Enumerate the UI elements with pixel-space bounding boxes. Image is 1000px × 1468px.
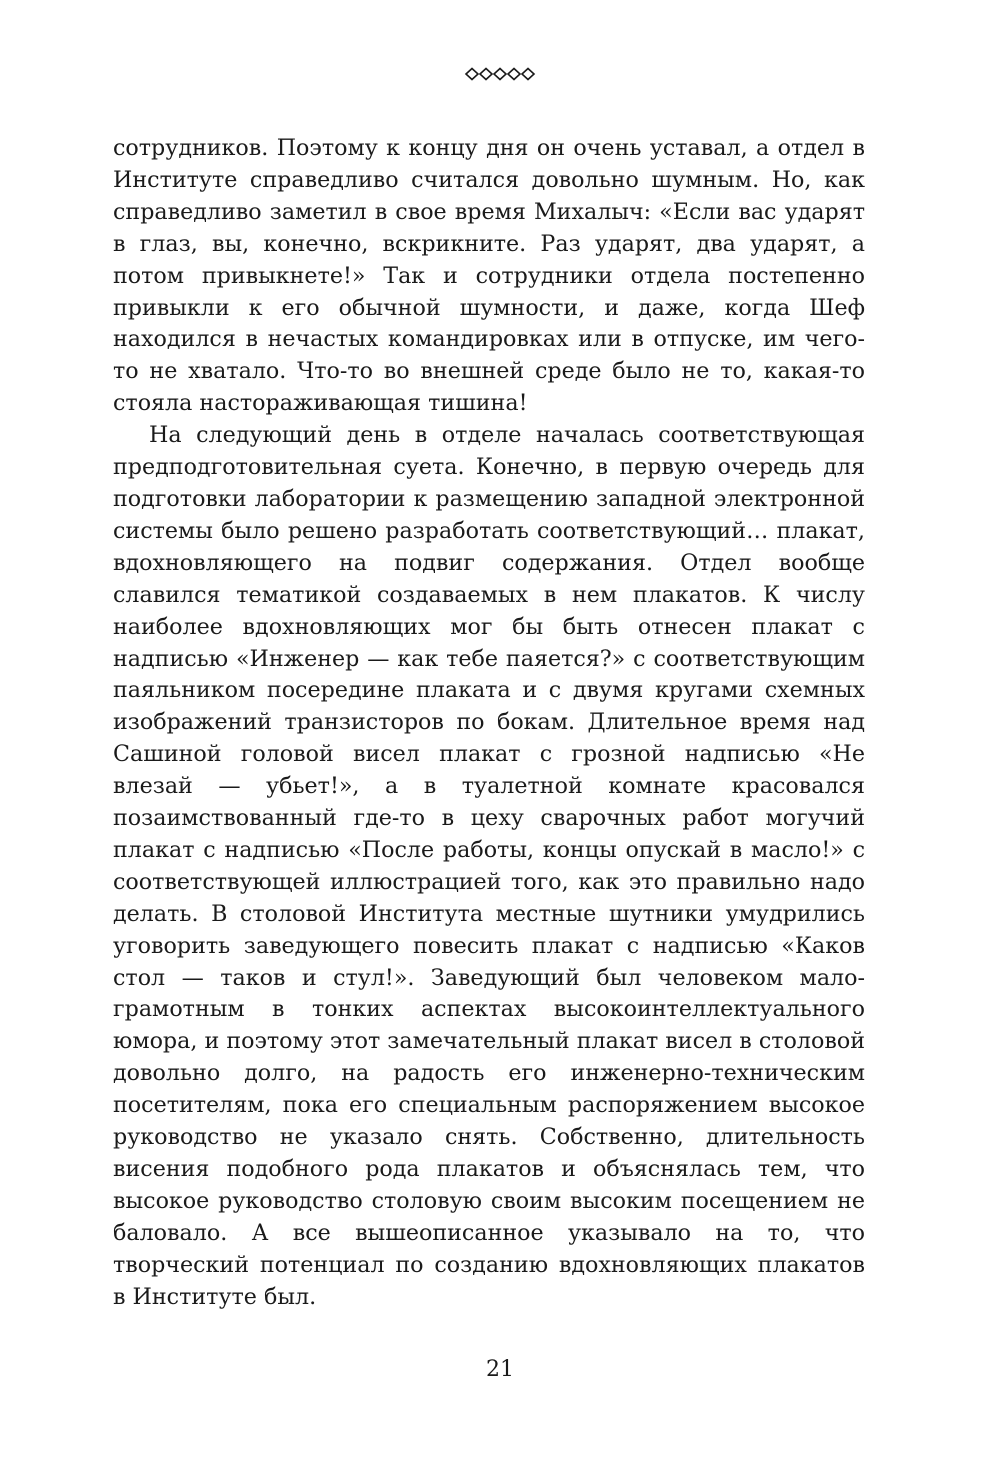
body-text xyxy=(113,133,865,1314)
page-number: 21 xyxy=(486,1357,514,1382)
paragraph: На следующий день в отделе началась соответствующая предподготовительная суета. Конечно, в первую очередь для подготовки лаборатории к размещению западной электронной системы было решено разработать соответствующий… плакат, вдохновляющего на подвиг содержания. Отдел вообще славился тематикой создаваемых в нем плакатов. К числу наиболее вдохновляющих мог бы быть отнесен плакат с надписью «Инженер — как тебе паяется?» с соответствующим паяльником посередине плаката и с двумя кругами схемных изображений транзисторов по бокам. Длительное время над Сашиной головой висел плакат с грозной надписью «Не влезай — убьет!», а в туалетной комнате красовался позаимствованный где-то в цеху сварочных работ могучий плакат с надписью «После работы, концы опускай в масло!» с соответствующей иллюстрацией того, как это правильно надо делать. В столовой Института местные шутники умудрились уговорить заведующего повесить плакат с надписью «Каков стол — таков и стул!». Заведующий был человеком малограмотным в тонких аспектах высокоинтеллектуального юмора, и поэтому этот замечательный плакат висел в столовой довольно долго, на радость его инженерно-техническим посетителям, пока его специальным распоряжением высокое руководство не указало снять. Собственно, длительность висения подобного рода плакатов и объяснялась тем, что высокое руководство столовую своим высоким посещением не баловало. А все вышеописанное указывало на то, что творческий потенциал по созданию вдохновляющих плакатов в Институте был. xyxy=(113,422,865,1310)
header-ornament xyxy=(0,62,1000,86)
diamond-chain-ornament-icon xyxy=(464,66,536,82)
paragraph-continuation: сотрудников. Поэтому к концу дня он очень уставал, а отдел в Институте справедливо считался довольно шумным. Но, как справедливо заметил в свое время Михалыч: «Если вас ударят в глаз, вы, конечно, вскрикните. Раз ударят, два ударят, а потом привыкнете!» Так и сотрудники отдела постепенно привыкли к его обычной шумности, и даже, когда Шеф находился в нечастых командировках или в отпуске, им чего-то не хватало. Что-то во внешней среде было не то, какая-то стояла настораживающая тишина! xyxy=(113,135,865,417)
